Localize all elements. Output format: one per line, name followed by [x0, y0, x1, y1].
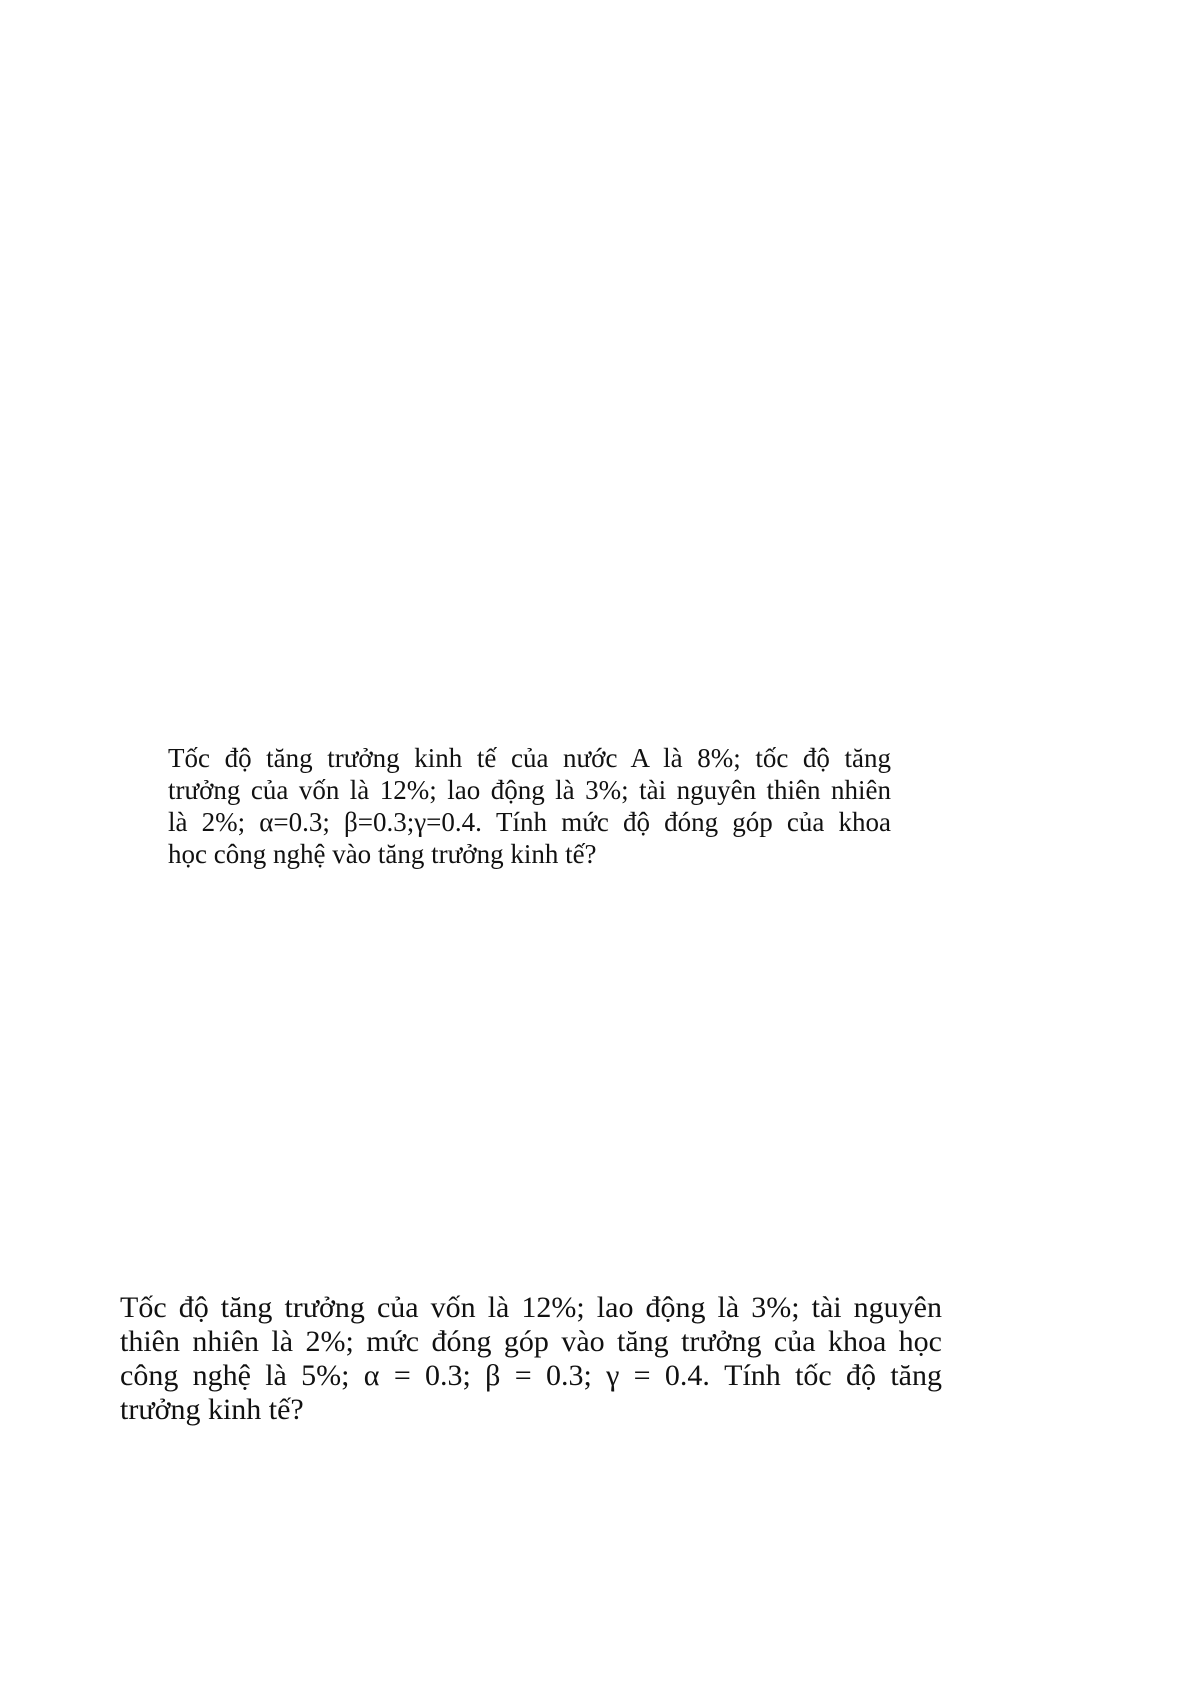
problem-2-text [120, 1291, 942, 1427]
problem-1-line-3: là 2%; α=0.3; β=0.3;γ=0.4. Tính mức độ đóng góp của khoa [168, 807, 891, 837]
problem-1-line-1: Tốc độ tăng trưởng kinh tế của nước A là 8%; tốc độ tăng [168, 743, 891, 773]
problem-2-line-2: thiên nhiên là 2%; mức đóng góp vào tăng trưởng của khoa học [120, 1325, 942, 1358]
problem-2-line-4: trưởng kinh tế? [120, 1393, 304, 1426]
problem-1-text [168, 742, 891, 870]
problem-1-line-2: trưởng của vốn là 12%; lao động là 3%; tài nguyên thiên nhiên [168, 775, 891, 805]
problem-2-line-1: Tốc độ tăng trưởng của vốn là 12%; lao động là 3%; tài nguyên [120, 1291, 942, 1324]
problem-2-line-3: công nghệ là 5%; α = 0.3; β = 0.3; γ = 0.4. Tính tốc độ tăng [120, 1359, 942, 1392]
problem-1-line-4: học công nghệ vào tăng trưởng kinh tế? [168, 839, 597, 869]
